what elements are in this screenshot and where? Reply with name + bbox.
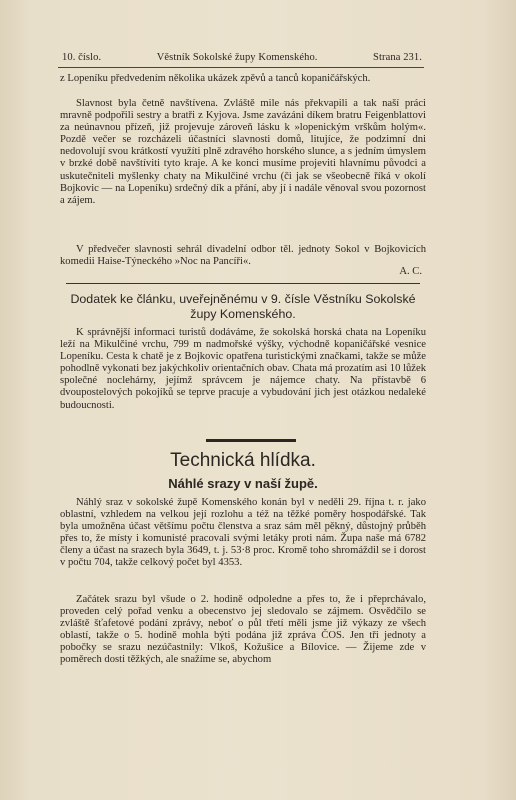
issue-number: 10. číslo.: [62, 52, 102, 63]
section-title: Technická hlídka.: [170, 450, 316, 471]
technical-paragraph-2: Začátek srazu byl všude o 2. hodině odpoledne a přes to, že i přeprchávalo, proveden celý pořad venku a obecenstvo jej sledovalo se zájmem. Osvědčilo se zvláště šťafetové podání zprávy, neboť o půl třetí měli jsme již výkazy ze všech oblastí, takže o 5. hodině mohla býti podána již zpráva ČOS. Jen tři jednoty a pobočky se srazu nezúčastnily: Vlkoš, Kožušice a Bílovice. — Žijeme zde v poměrech dosti těžkých, ale snažíme se, abychom: [60, 594, 426, 666]
section-divider: [66, 283, 420, 284]
paragraph-celebration: Slavnost byla četně navštívena. Zvláště mile nás překvapili a tak naší práci mravně podpořili sestry a bratři z Kyjova. Jsme zavázáni díkem bratru Feigenblattovi za neúnavnou přízeň, již projevuje zároveň lásku k »lopenickým vrškům holým«. Pozdě večer se rozcházeli účastníci slavnosti domů, litujíce, že podzimní dni nedovolují svou krátkostí využíti plně zdravého horského slunce, a s jedním úmyslem v brzké době navštíviti tyto kraje. A ke konci musíme projeviti hlavnímu původci a uskutečniteli myšlenky chaty na Mikulčiné vrchu (či jak se všeobecně říká v okolí Bojkovic — na Lopeníku) srdečný dík a přání, aby jí i nadále věnoval svou pozornost a zájem.: [60, 98, 426, 206]
ornamental-rule: [206, 439, 296, 442]
appendix-heading: Dodatek ke článku, uveřejněnému v 9. čísle Věstníku Sokolské župy Komenského.: [70, 292, 416, 321]
journal-title: Věstník Sokolské župy Komenského.: [156, 52, 318, 63]
page-number: Strana 231.: [373, 52, 422, 63]
paragraph-intro: z Lopeníku předvedením několika ukázek zpěvů a tanců kopaničářských.: [60, 73, 371, 84]
section-subtitle: Náhlé srazy v naší župě.: [168, 476, 318, 491]
author-signature: A. C.: [399, 266, 422, 277]
header-rule: [58, 67, 424, 68]
appendix-paragraph: K správnější informaci turistů dodáváme, že sokolská horská chata na Lopeníku leží na Mikulčiné vrchu, 799 m nadmořské výšky, východně kopaničářské vesnice Lopeníku. Cesta k chatě je z Bojkovic opatřena turistickými značkami, takže se může pohodlně vykonati bez jakýchkoliv orientačních obav. Chata má prozatím asi 10 lůžek společné noclehárny, jejímž správcem je nájemce chaty. Na přístavbě 6 dvoupostelových pokojíků se teprve pracuje a vybudování jich jest otázkou nedaleké budoucnosti.: [60, 327, 426, 411]
running-header: [62, 52, 422, 63]
technical-paragraph-1: Náhlý sraz v sokolské župě Komenského konán byl v neděli 29. října t. r. jako oblastní, vzhledem na velkou její rozlohu a též na těžké poměry hospodářské. Tak byla umožněna účast většímu počtu členstva a sraz sám měl pěkný, důstojný průběh přes to, že místy i komunisté pracovali svými letáky proti nám. Župa naše má 6782 členy a účast na srazech byla 3649, t. j. 53·8 proc. Kromě toho shromáždil se i dorost v počtu 704, takže celkový počet byl 4353.: [60, 497, 426, 569]
paragraph-theatre: V předvečer slavnosti sehrál divadelní odbor těl. jednoty Sokol v Bojkovicích komedii Haise-Týneckého »Noc na Pancíři«.: [60, 244, 426, 268]
